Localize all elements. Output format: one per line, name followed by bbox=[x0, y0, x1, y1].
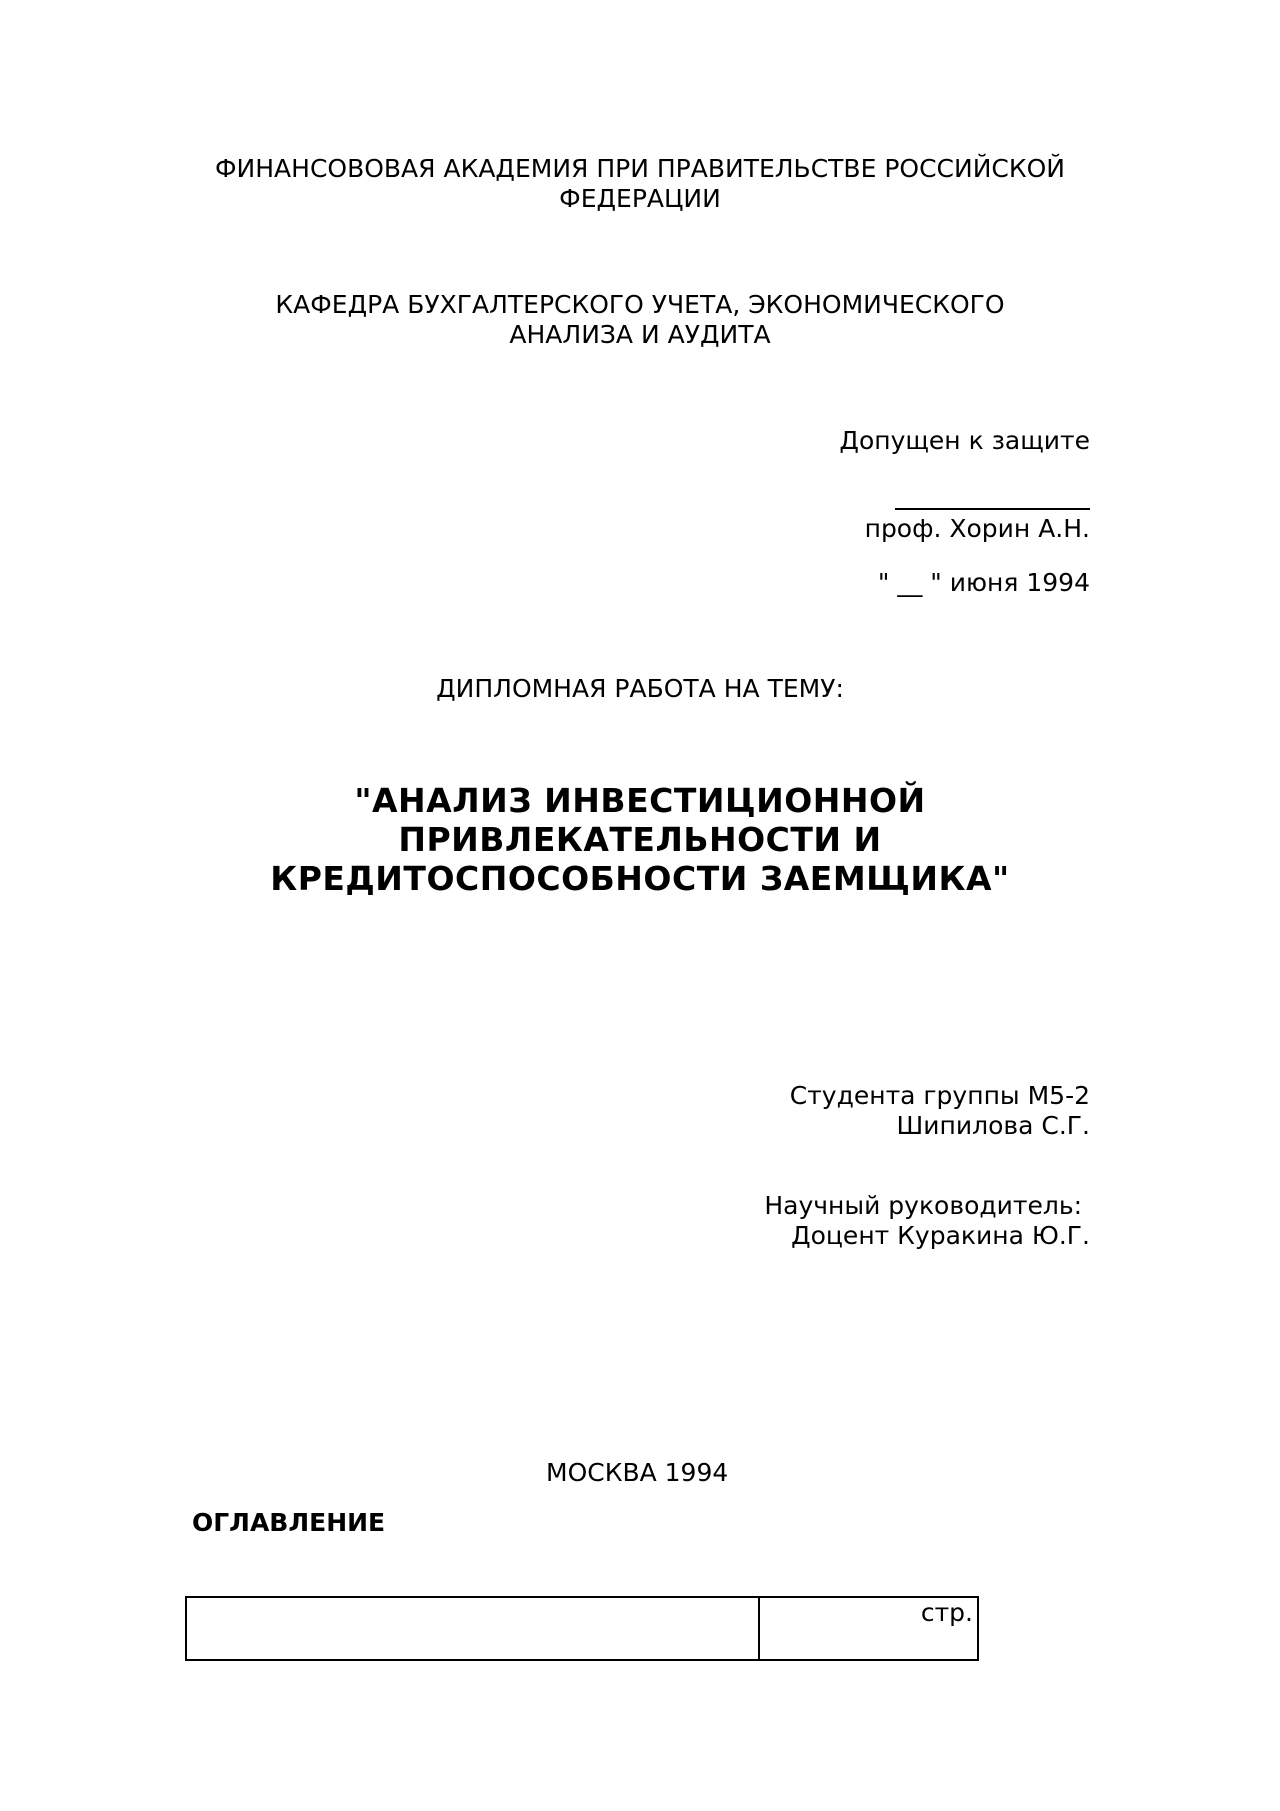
professor-name: проф. Хорин А.Н. bbox=[864, 514, 1090, 543]
department-name bbox=[0, 290, 1280, 350]
author-group: Студента группы М5-2 bbox=[789, 1081, 1090, 1110]
department-line-2: АНАЛИЗА И АУДИТА bbox=[509, 320, 771, 349]
thesis-label: ДИПЛОМНАЯ РАБОТА НА ТЕМУ: bbox=[436, 674, 844, 703]
thesis-title bbox=[0, 781, 1280, 898]
academy-line-1: ФИНАНСОВОВАЯ АКАДЕМИЯ ПРИ ПРАВИТЕЛЬСТВЕ РОССИЙСКОЙ bbox=[215, 154, 1065, 183]
advisor-label: Научный руководитель: bbox=[764, 1191, 1082, 1220]
advisor-name: Доцент Куракина Ю.Г. bbox=[791, 1221, 1090, 1250]
author-name: Шипилова С.Г. bbox=[896, 1111, 1090, 1140]
thesis-title-line-3: КРЕДИТОСПОСОБНОСТИ ЗАЕМЩИКА" bbox=[270, 859, 1010, 898]
toc-cell-title bbox=[186, 1597, 759, 1660]
department-line-1: КАФЕДРА БУХГАЛТЕРСКОГО УЧЕТА, ЭКОНОМИЧЕСКОГО bbox=[275, 290, 1005, 319]
toc-heading: ОГЛАВЛЕНИЕ bbox=[192, 1508, 386, 1537]
admitted-label: Допущен к защите bbox=[839, 426, 1090, 455]
academy-line-2: ФЕДЕРАЦИИ bbox=[559, 184, 721, 213]
table-row bbox=[186, 1597, 978, 1660]
thesis-title-line-1: "АНАЛИЗ ИНВЕСТИЦИОННОЙ bbox=[354, 781, 926, 820]
approval-date: " __ " июня 1994 bbox=[877, 568, 1090, 597]
toc-cell-page-label: стр. bbox=[759, 1597, 978, 1660]
signature-line bbox=[895, 508, 1090, 510]
thesis-title-line-2: ПРИВЛЕКАТЕЛЬНОСТИ И bbox=[398, 820, 882, 859]
city-year: МОСКВА 1994 bbox=[546, 1458, 729, 1487]
academy-name bbox=[0, 154, 1280, 214]
author-info bbox=[790, 1081, 1090, 1141]
toc-table bbox=[185, 1596, 979, 1661]
